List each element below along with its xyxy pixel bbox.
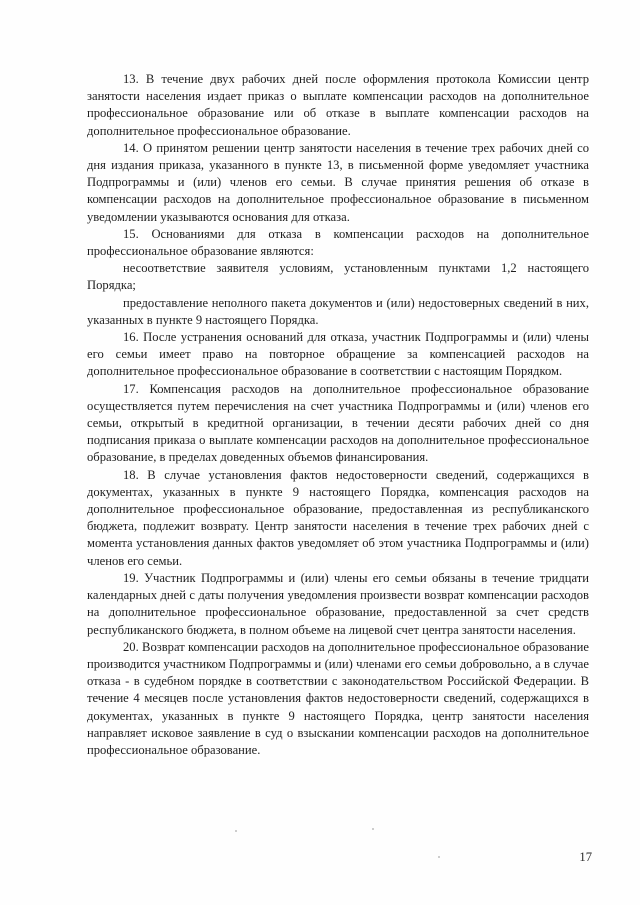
scan-speck [235,830,237,832]
page-number: 17 [579,850,592,864]
paragraph-16: 16. После устранения оснований для отказа, участник Подпрограммы и (или) члены его семьи имеет право на повторное обращение за компенсацией расходов на дополнительное профессиональное образование в соответствии с настоящим Порядком. [87,330,589,379]
paragraph-18: 18. В случае установления фактов недостоверности сведений, содержащихся в документах, указанных в пункте 9 настоящего Порядка, компенсация расходов на дополнительное профессиональное образование, предоставленная из республиканского бюджета, подлежит возврату. Центр занятости населения в течение трех рабочих дней с момента установления данных фактов уведомляет об этом участника Подпрограммы и (или) членов его семьи. [87,467,589,568]
paragraph-20: 20. Возврат компенсации расходов на дополнительное профессиональное образование производится участником Подпрограммы и (или) членами его семьи добровольно, а в случае отказа - в судебном порядке в соответствии с законодательством Российской Федерации. В течение 4 месяцев после установления фактов недостоверности сведений, содержащихся в документах, указанных в пункте 9 настоящего Порядка, центр занятости населения направляет исковое заявление в суд о взыскании компенсации расходов на дополнительное профессиональное образование. [87,639,589,757]
paragraph-15-item-2: предоставление неполного пакета документов и (или) недостоверных сведений в них, указанных в пункте 9 настоящего Порядка. [87,295,589,327]
scan-speck [372,828,374,830]
paragraph-14: 14. О принятом решении центр занятости населения в течение трех рабочих дней со дня издания приказа, указанного в пункте 13, в письменной форме уведомляет участника Подпрограммы и (или) членов его семьи. В случае принятия решения об отказе в компенсации расходов на дополнительное профессиональное образование в письменном уведомлении указываются основания для отказа. [87,140,589,224]
paragraph-17: 17. Компенсация расходов на дополнительное профессиональное образование осуществляется путем перечисления на счет участника Подпрограммы и (или) членов его семьи, открытый в кредитной организации, в течении десяти рабочих дней со дня подписания приказа о выплате компенсации расходов на дополнительное профессиональное образование, в пределах доведенных объемов финансирования. [87,381,589,465]
scan-speck [438,856,440,858]
paragraph-13: 13. В течение двух рабочих дней после оформления протокола Комиссии центр занятости населения издает приказ о выплате компенсации расходов на дополнительное профессиональное образование или об отказе в выплате компенсации расходов на дополнительное профессиональное образование. [87,72,589,138]
document-body [87,71,589,759]
paragraph-15: 15. Основаниями для отказа в компенсации расходов на дополнительное профессиональное образование являются: [87,226,589,259]
paragraph-19: 19. Участник Подпрограммы и (или) члены его семьи обязаны в течение тридцати календарных дней с даты получения уведомления произвести возврат компенсации расходов на дополнительное профессиональное образование, предоставленной за счет средств республиканского бюджета, в полном объеме на лицевой счет центра занятости населения. [87,570,589,637]
paragraph-15-item-1: несоответствие заявителя условиям, установленным пунктами 1,2 настоящего Порядка; [87,261,589,293]
